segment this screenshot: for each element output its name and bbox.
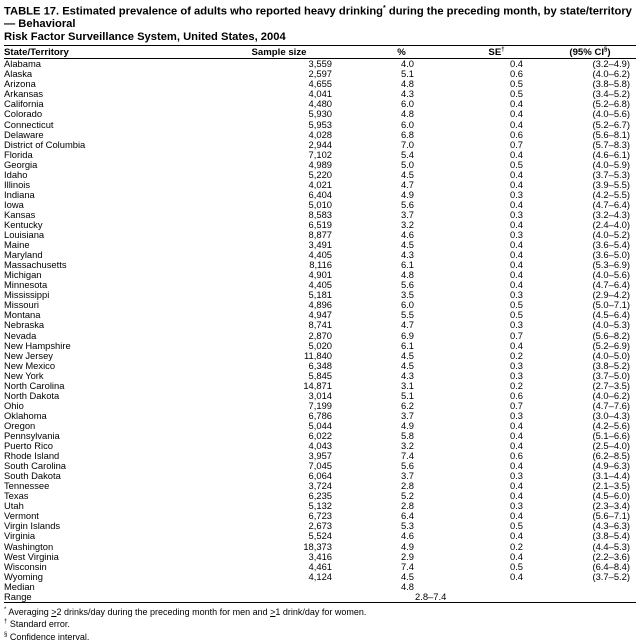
cell-se: 0.4 xyxy=(509,239,523,251)
cell-state: Kansas xyxy=(4,208,36,220)
cell-percent: 6.0 xyxy=(400,299,414,311)
cell-state: Iowa xyxy=(4,198,24,210)
cell-percent: 4.8 xyxy=(400,269,414,281)
cell-se: 0.5 xyxy=(509,560,523,572)
cell-se: 0.4 xyxy=(509,178,523,190)
cell-se: 0.4 xyxy=(509,168,523,180)
cell-se: 0.4 xyxy=(509,219,523,230)
footnote-marker-asterisk: * xyxy=(383,5,386,12)
table-title: TABLE 17. Estimated prevalence of adults who reported heavy drinking* during the preceding month, by state/territory — Behavioral Risk Factor Surveillance System, United States, 2004 xyxy=(4,5,632,43)
cell-se: 0.3 xyxy=(509,470,523,482)
cell-percent: 7.4 xyxy=(400,560,414,572)
cell-state: Maine xyxy=(4,239,30,251)
cell-se: 0.4 xyxy=(509,249,523,261)
cell-percent: 2.8 xyxy=(400,480,414,492)
cell-se: 0.4 xyxy=(509,259,523,271)
cell-sample-size: 18,373 xyxy=(303,540,332,552)
cell-state: Arizona xyxy=(4,78,36,90)
cell-state: Oregon xyxy=(4,419,36,431)
cell-percent: 4.8 xyxy=(400,108,414,120)
cell-ci: (4.7–6.4) xyxy=(592,198,630,210)
cell-percent: 4.0 xyxy=(400,58,414,70)
cell-se: 0.3 xyxy=(509,409,523,421)
cell-ci: (4.0–5.6) xyxy=(592,269,630,281)
cell-percent: 4.8 xyxy=(400,78,414,90)
cell-percent: 4.5 xyxy=(400,239,414,251)
footnote-confidence-interval: § Confidence interval. xyxy=(4,631,90,642)
cell-ci: (4.0–6.2) xyxy=(592,389,630,401)
cell-se: 0.2 xyxy=(509,349,523,361)
cell-percent: 4.3 xyxy=(400,249,414,261)
cell-ci: (2.3–3.4) xyxy=(592,500,630,512)
cell-sample-size: 4,028 xyxy=(308,128,332,140)
cell-se: 0.4 xyxy=(509,339,523,351)
cell-sample-size: 4,901 xyxy=(308,269,332,281)
footnote-heavy-drinking: * Averaging >2 drinks/day during the preceding month for men and >1 drink/day for women. xyxy=(4,606,367,617)
cell-percent: 4.7 xyxy=(400,178,414,190)
cell-state: District of Columbia xyxy=(4,138,86,150)
cell-percent: 4.3 xyxy=(400,369,414,381)
cell-percent: 5.4 xyxy=(400,148,414,160)
cell-percent: 6.2 xyxy=(400,399,414,411)
cell-sample-size: 7,199 xyxy=(308,399,332,411)
cell-se: 0.4 xyxy=(509,108,523,120)
cell-sample-size: 7,102 xyxy=(308,148,332,160)
table-body xyxy=(4,59,636,603)
cell-sample-size: 4,043 xyxy=(308,440,332,452)
cell-ci: (3.4–5.2) xyxy=(592,88,630,100)
cell-sample-size: 6,723 xyxy=(308,510,332,522)
range-label: Range xyxy=(4,592,204,603)
cell-percent: 7.0 xyxy=(400,138,414,150)
cell-percent: 3.1 xyxy=(400,379,414,391)
cell-percent: 3.7 xyxy=(400,470,414,482)
cell-se: 0.4 xyxy=(509,490,523,502)
cell-ci: (3.8–5.4) xyxy=(592,530,630,542)
cell-state: Louisiana xyxy=(4,229,45,241)
cell-sample-size: 8,741 xyxy=(308,319,332,331)
cell-sample-size: 6,348 xyxy=(308,359,332,371)
cell-state: West Virginia xyxy=(4,550,59,562)
cell-percent: 4.6 xyxy=(400,229,414,241)
cell-se: 0.4 xyxy=(509,429,523,441)
median-value: 4.8 xyxy=(400,580,414,592)
cell-percent: 4.5 xyxy=(400,570,414,582)
cell-se: 0.7 xyxy=(509,399,523,411)
cell-state: Tennessee xyxy=(4,480,50,492)
cell-state: Puerto Rico xyxy=(4,440,53,452)
cell-sample-size: 5,930 xyxy=(308,108,332,120)
cell-ci: (2.7–3.5) xyxy=(592,379,630,391)
cell-se: 0.4 xyxy=(509,269,523,281)
cell-percent: 5.2 xyxy=(400,490,414,502)
cell-sample-size: 6,235 xyxy=(308,490,332,502)
cell-se: 0.3 xyxy=(509,369,523,381)
cell-ci: (3.2–4.9) xyxy=(592,58,630,70)
cell-se: 0.4 xyxy=(509,148,523,160)
cell-ci: (4.5–6.4) xyxy=(592,309,630,321)
cell-sample-size: 8,116 xyxy=(309,259,332,271)
header-ci: (95% CI§) xyxy=(544,46,636,59)
cell-se: 0.4 xyxy=(509,198,523,210)
cell-percent: 7.4 xyxy=(400,450,414,462)
cell-se: 0.7 xyxy=(509,138,523,150)
cell-se: 0.5 xyxy=(509,299,523,311)
cell-sample-size: 5,044 xyxy=(308,419,332,431)
cell-state: New York xyxy=(4,369,44,381)
cell-ci: (4.2–5.5) xyxy=(592,188,630,200)
cell-percent: 5.8 xyxy=(400,429,414,441)
cell-state: Montana xyxy=(4,309,41,321)
cell-sample-size: 4,021 xyxy=(308,178,332,190)
cell-state: Michigan xyxy=(4,269,42,281)
cell-ci: (4.9–6.3) xyxy=(592,460,630,472)
cell-sample-size: 5,845 xyxy=(308,369,332,381)
cell-ci: (3.2–4.3) xyxy=(592,208,630,220)
cell-sample-size: 6,022 xyxy=(308,429,332,441)
cell-sample-size: 6,786 xyxy=(308,409,332,421)
cell-percent: 3.5 xyxy=(400,289,414,301)
cell-percent: 5.5 xyxy=(400,309,414,321)
cell-percent: 5.3 xyxy=(400,520,414,532)
cell-sample-size: 5,132 xyxy=(308,500,332,512)
cell-state: Delaware xyxy=(4,128,44,140)
cell-sample-size: 6,519 xyxy=(308,219,332,230)
cell-state: New Jersey xyxy=(4,349,53,361)
cell-sample-size: 11,840 xyxy=(304,349,332,361)
cell-ci: (5.7–8.3) xyxy=(592,138,630,150)
cell-se: 0.6 xyxy=(509,389,523,401)
footnote-standard-error: † Standard error. xyxy=(4,619,70,630)
cell-sample-size: 7,045 xyxy=(308,460,332,472)
cell-sample-size: 14,871 xyxy=(303,379,332,391)
cell-percent: 4.9 xyxy=(400,419,414,431)
cell-state: Virginia xyxy=(4,530,36,542)
cell-ci: (3.6–5.4) xyxy=(592,239,630,251)
cell-sample-size: 3,491 xyxy=(308,239,332,251)
cell-ci: (6.2–8.5) xyxy=(592,450,630,462)
range-value: 2.8–7.4 xyxy=(354,592,449,603)
cell-percent: 4.6 xyxy=(400,530,414,542)
table-title-line2: Risk Factor Surveillance System, United States, 2004 xyxy=(4,30,286,43)
cell-state: Idaho xyxy=(4,168,28,180)
cell-state: Wisconsin xyxy=(4,560,47,572)
cell-sample-size: 5,524 xyxy=(308,530,332,542)
cell-percent: 3.2 xyxy=(400,219,414,230)
cell-ci: (3.7–5.2) xyxy=(592,570,630,582)
cell-state: Pennsylvania xyxy=(4,429,60,441)
cell-ci: (4.0–6.2) xyxy=(592,68,630,80)
cell-se: 0.2 xyxy=(509,379,523,391)
cell-state: New Hampshire xyxy=(4,339,71,351)
cell-state: Nebraska xyxy=(4,319,45,331)
cell-ci: (3.0–4.3) xyxy=(592,409,630,421)
cell-se: 0.4 xyxy=(509,480,523,492)
header-se: SE† xyxy=(449,46,544,59)
cell-ci: (2.5–4.0) xyxy=(592,440,630,452)
cell-ci: (4.0–5.2) xyxy=(592,229,630,241)
cell-sample-size: 2,673 xyxy=(308,520,332,532)
cell-se: 0.5 xyxy=(509,158,523,170)
cell-state: North Dakota xyxy=(4,389,60,401)
cell-se: 0.3 xyxy=(509,229,523,241)
cell-ci: (4.0–5.9) xyxy=(592,158,630,170)
cell-se: 0.4 xyxy=(509,570,523,582)
cell-percent: 4.9 xyxy=(400,540,414,552)
cell-state: Massachusetts xyxy=(4,259,67,271)
cell-se: 0.4 xyxy=(509,440,523,452)
cell-percent: 5.6 xyxy=(400,279,414,291)
cell-state: California xyxy=(4,98,44,110)
cell-sample-size: 4,480 xyxy=(308,98,332,110)
cell-sample-size: 4,655 xyxy=(308,78,332,90)
cell-ci: (5.2–6.9) xyxy=(592,339,630,351)
cell-sample-size: 4,405 xyxy=(308,249,332,261)
cell-se: 0.5 xyxy=(509,78,523,90)
cell-se: 0.2 xyxy=(509,540,523,552)
header-sample-size: Sample size xyxy=(204,46,354,59)
cell-percent: 5.6 xyxy=(400,460,414,472)
cell-percent: 6.1 xyxy=(400,339,414,351)
cell-se: 0.4 xyxy=(509,279,523,291)
cell-state: Oklahoma xyxy=(4,409,47,421)
cell-state: Kentucky xyxy=(4,219,43,230)
cell-percent: 4.5 xyxy=(400,349,414,361)
cell-state: Connecticut xyxy=(4,118,54,130)
cell-state: North Carolina xyxy=(4,379,65,391)
cell-state: Colorado xyxy=(4,108,43,120)
cell-se: 0.6 xyxy=(509,68,523,80)
prevalence-table xyxy=(4,46,636,603)
header-row xyxy=(4,46,636,59)
cell-sample-size: 4,896 xyxy=(308,299,332,311)
cell-sample-size: 4,041 xyxy=(308,88,332,100)
cell-state: Vermont xyxy=(4,510,39,522)
header-percent: % xyxy=(354,46,449,59)
cell-se: 0.3 xyxy=(509,500,523,512)
cell-se: 0.4 xyxy=(509,419,523,431)
cell-percent: 2.8 xyxy=(400,500,414,512)
cell-ci: (3.1–4.4) xyxy=(592,470,630,482)
cell-se: 0.4 xyxy=(509,98,523,110)
cell-state: Wyoming xyxy=(4,570,43,582)
cell-sample-size: 3,724 xyxy=(308,480,332,492)
cell-se: 0.7 xyxy=(509,329,523,341)
cell-percent: 6.1 xyxy=(400,259,414,271)
cell-ci: (4.0–5.0) xyxy=(592,349,630,361)
table-row xyxy=(4,320,636,330)
cell-se: 0.3 xyxy=(509,359,523,371)
cell-state: Nevada xyxy=(4,329,37,341)
cell-sample-size: 5,020 xyxy=(308,339,332,351)
cell-ci: (2.4–4.0) xyxy=(592,219,630,230)
cell-percent: 4.5 xyxy=(400,168,414,180)
cell-ci: (5.0–7.1) xyxy=(592,299,630,311)
cell-se: 0.6 xyxy=(509,450,523,462)
cell-se: 0.6 xyxy=(509,128,523,140)
header-state: State/Territory xyxy=(4,46,204,59)
cell-ci: (4.3–6.3) xyxy=(592,520,630,532)
cell-ci: (4.4–5.3) xyxy=(592,540,630,552)
cell-state: Washington xyxy=(4,540,54,552)
cell-percent: 4.5 xyxy=(400,359,414,371)
cell-ci: (6.4–8.4) xyxy=(592,560,630,572)
cell-state: Missouri xyxy=(4,299,39,311)
table-row xyxy=(4,531,636,541)
cell-percent: 4.9 xyxy=(400,188,414,200)
cell-ci: (3.8–5.8) xyxy=(592,78,630,90)
cell-ci: (4.0–5.3) xyxy=(592,319,630,331)
cell-ci: (4.5–6.0) xyxy=(592,490,630,502)
cell-ci: (2.2–3.6) xyxy=(592,550,630,562)
cell-sample-size: 5,010 xyxy=(308,198,332,210)
cell-percent: 3.2 xyxy=(400,440,414,452)
cell-percent: 3.7 xyxy=(400,208,414,220)
cell-state: Alaska xyxy=(4,68,33,80)
cell-ci: (3.9–5.5) xyxy=(592,178,630,190)
cell-sample-size: 2,597 xyxy=(308,68,332,80)
cell-state: Virgin Islands xyxy=(4,520,61,532)
cell-se: 0.4 xyxy=(509,118,523,130)
cell-sample-size: 3,559 xyxy=(308,58,332,70)
cell-ci: (4.7–7.6) xyxy=(592,399,630,411)
cell-ci: (5.6–8.1) xyxy=(592,128,630,140)
cell-percent: 5.1 xyxy=(400,68,414,80)
cell-ci: (3.7–5.0) xyxy=(592,369,630,381)
cell-sample-size: 6,064 xyxy=(308,470,332,482)
cell-sample-size: 3,416 xyxy=(308,550,332,562)
cell-ci: (3.8–5.2) xyxy=(592,359,630,371)
cell-se: 0.5 xyxy=(509,88,523,100)
cell-state: South Dakota xyxy=(4,470,61,482)
cell-percent: 6.9 xyxy=(400,329,414,341)
cell-state: Rhode Island xyxy=(4,450,60,462)
cell-percent: 3.7 xyxy=(400,409,414,421)
cell-sample-size: 2,944 xyxy=(308,138,332,150)
cell-ci: (2.1–3.5) xyxy=(592,480,630,492)
cell-state: Alabama xyxy=(4,58,42,70)
cell-state: Arkansas xyxy=(4,88,44,100)
cell-state: Texas xyxy=(4,490,29,502)
cell-state: Georgia xyxy=(4,158,38,170)
cell-percent: 4.3 xyxy=(400,88,414,100)
cell-state: Minnesota xyxy=(4,279,48,291)
cell-se: 0.4 xyxy=(509,550,523,562)
cell-percent: 4.7 xyxy=(400,319,414,331)
cell-ci: (5.6–8.2) xyxy=(592,329,630,341)
cell-se: 0.3 xyxy=(509,188,523,200)
cell-state: Maryland xyxy=(4,249,43,261)
cell-ci: (4.6–6.1) xyxy=(592,148,630,160)
cell-se: 0.5 xyxy=(509,309,523,321)
cell-state: Florida xyxy=(4,148,33,160)
cell-sample-size: 4,989 xyxy=(308,158,332,170)
cell-sample-size: 8,877 xyxy=(308,229,332,241)
cell-ci: (2.9–4.2) xyxy=(592,289,630,301)
cell-percent: 5.0 xyxy=(400,158,414,170)
cell-se: 0.5 xyxy=(509,520,523,532)
cell-se: 0.4 xyxy=(509,460,523,472)
cell-ci: (3.7–5.3) xyxy=(592,168,630,180)
median-row xyxy=(4,582,636,592)
cell-percent: 5.1 xyxy=(400,389,414,401)
cell-sample-size: 5,181 xyxy=(308,289,332,301)
cell-sample-size: 3,014 xyxy=(308,389,332,401)
cell-se: 0.3 xyxy=(509,208,523,220)
cell-sample-size: 4,124 xyxy=(308,570,332,582)
cell-percent: 6.8 xyxy=(400,128,414,140)
cell-ci: (5.2–6.7) xyxy=(592,118,630,130)
cell-state: Indiana xyxy=(4,188,35,200)
cell-ci: (4.2–5.6) xyxy=(592,419,630,431)
cell-se: 0.4 xyxy=(509,510,523,522)
cell-percent: 5.6 xyxy=(400,198,414,210)
cell-se: 0.4 xyxy=(509,530,523,542)
median-label: Median xyxy=(4,580,35,592)
table-row xyxy=(4,572,636,582)
cell-sample-size: 8,583 xyxy=(308,208,332,220)
cell-sample-size: 4,405 xyxy=(308,279,332,291)
cell-se: 0.3 xyxy=(509,319,523,331)
cell-sample-size: 4,461 xyxy=(308,560,332,572)
cell-percent: 6.4 xyxy=(400,510,414,522)
cell-ci: (3.6–5.0) xyxy=(592,249,630,261)
cell-state: Utah xyxy=(4,500,24,512)
cell-ci: (5.3–6.9) xyxy=(592,259,630,271)
cell-sample-size: 6,404 xyxy=(308,188,332,200)
range-row xyxy=(4,592,636,603)
cell-sample-size: 4,947 xyxy=(308,309,332,321)
cell-se: 0.3 xyxy=(509,289,523,301)
cell-percent: 6.0 xyxy=(400,98,414,110)
cell-sample-size: 3,957 xyxy=(308,450,332,462)
cell-sample-size: 5,953 xyxy=(308,118,332,130)
cell-sample-size: 2,870 xyxy=(308,329,332,341)
cell-state: New Mexico xyxy=(4,359,56,371)
table-row xyxy=(4,109,636,119)
cell-ci: (5.1–6.6) xyxy=(592,429,630,441)
cell-ci: (4.7–6.4) xyxy=(592,279,630,291)
cell-state: Mississippi xyxy=(4,289,50,301)
cell-ci: (5.2–6.8) xyxy=(592,98,630,110)
cell-percent: 2.9 xyxy=(400,550,414,562)
cell-percent: 6.0 xyxy=(400,118,414,130)
footnotes xyxy=(4,605,636,642)
cell-sample-size: 5,220 xyxy=(308,168,332,180)
cell-state: South Carolina xyxy=(4,460,67,472)
cell-state: Ohio xyxy=(4,399,24,411)
cell-state: Illinois xyxy=(4,178,31,190)
cell-ci: (5.6–7.1) xyxy=(592,510,630,522)
cell-se: 0.4 xyxy=(509,58,523,70)
cell-ci: (4.0–5.6) xyxy=(592,108,630,120)
